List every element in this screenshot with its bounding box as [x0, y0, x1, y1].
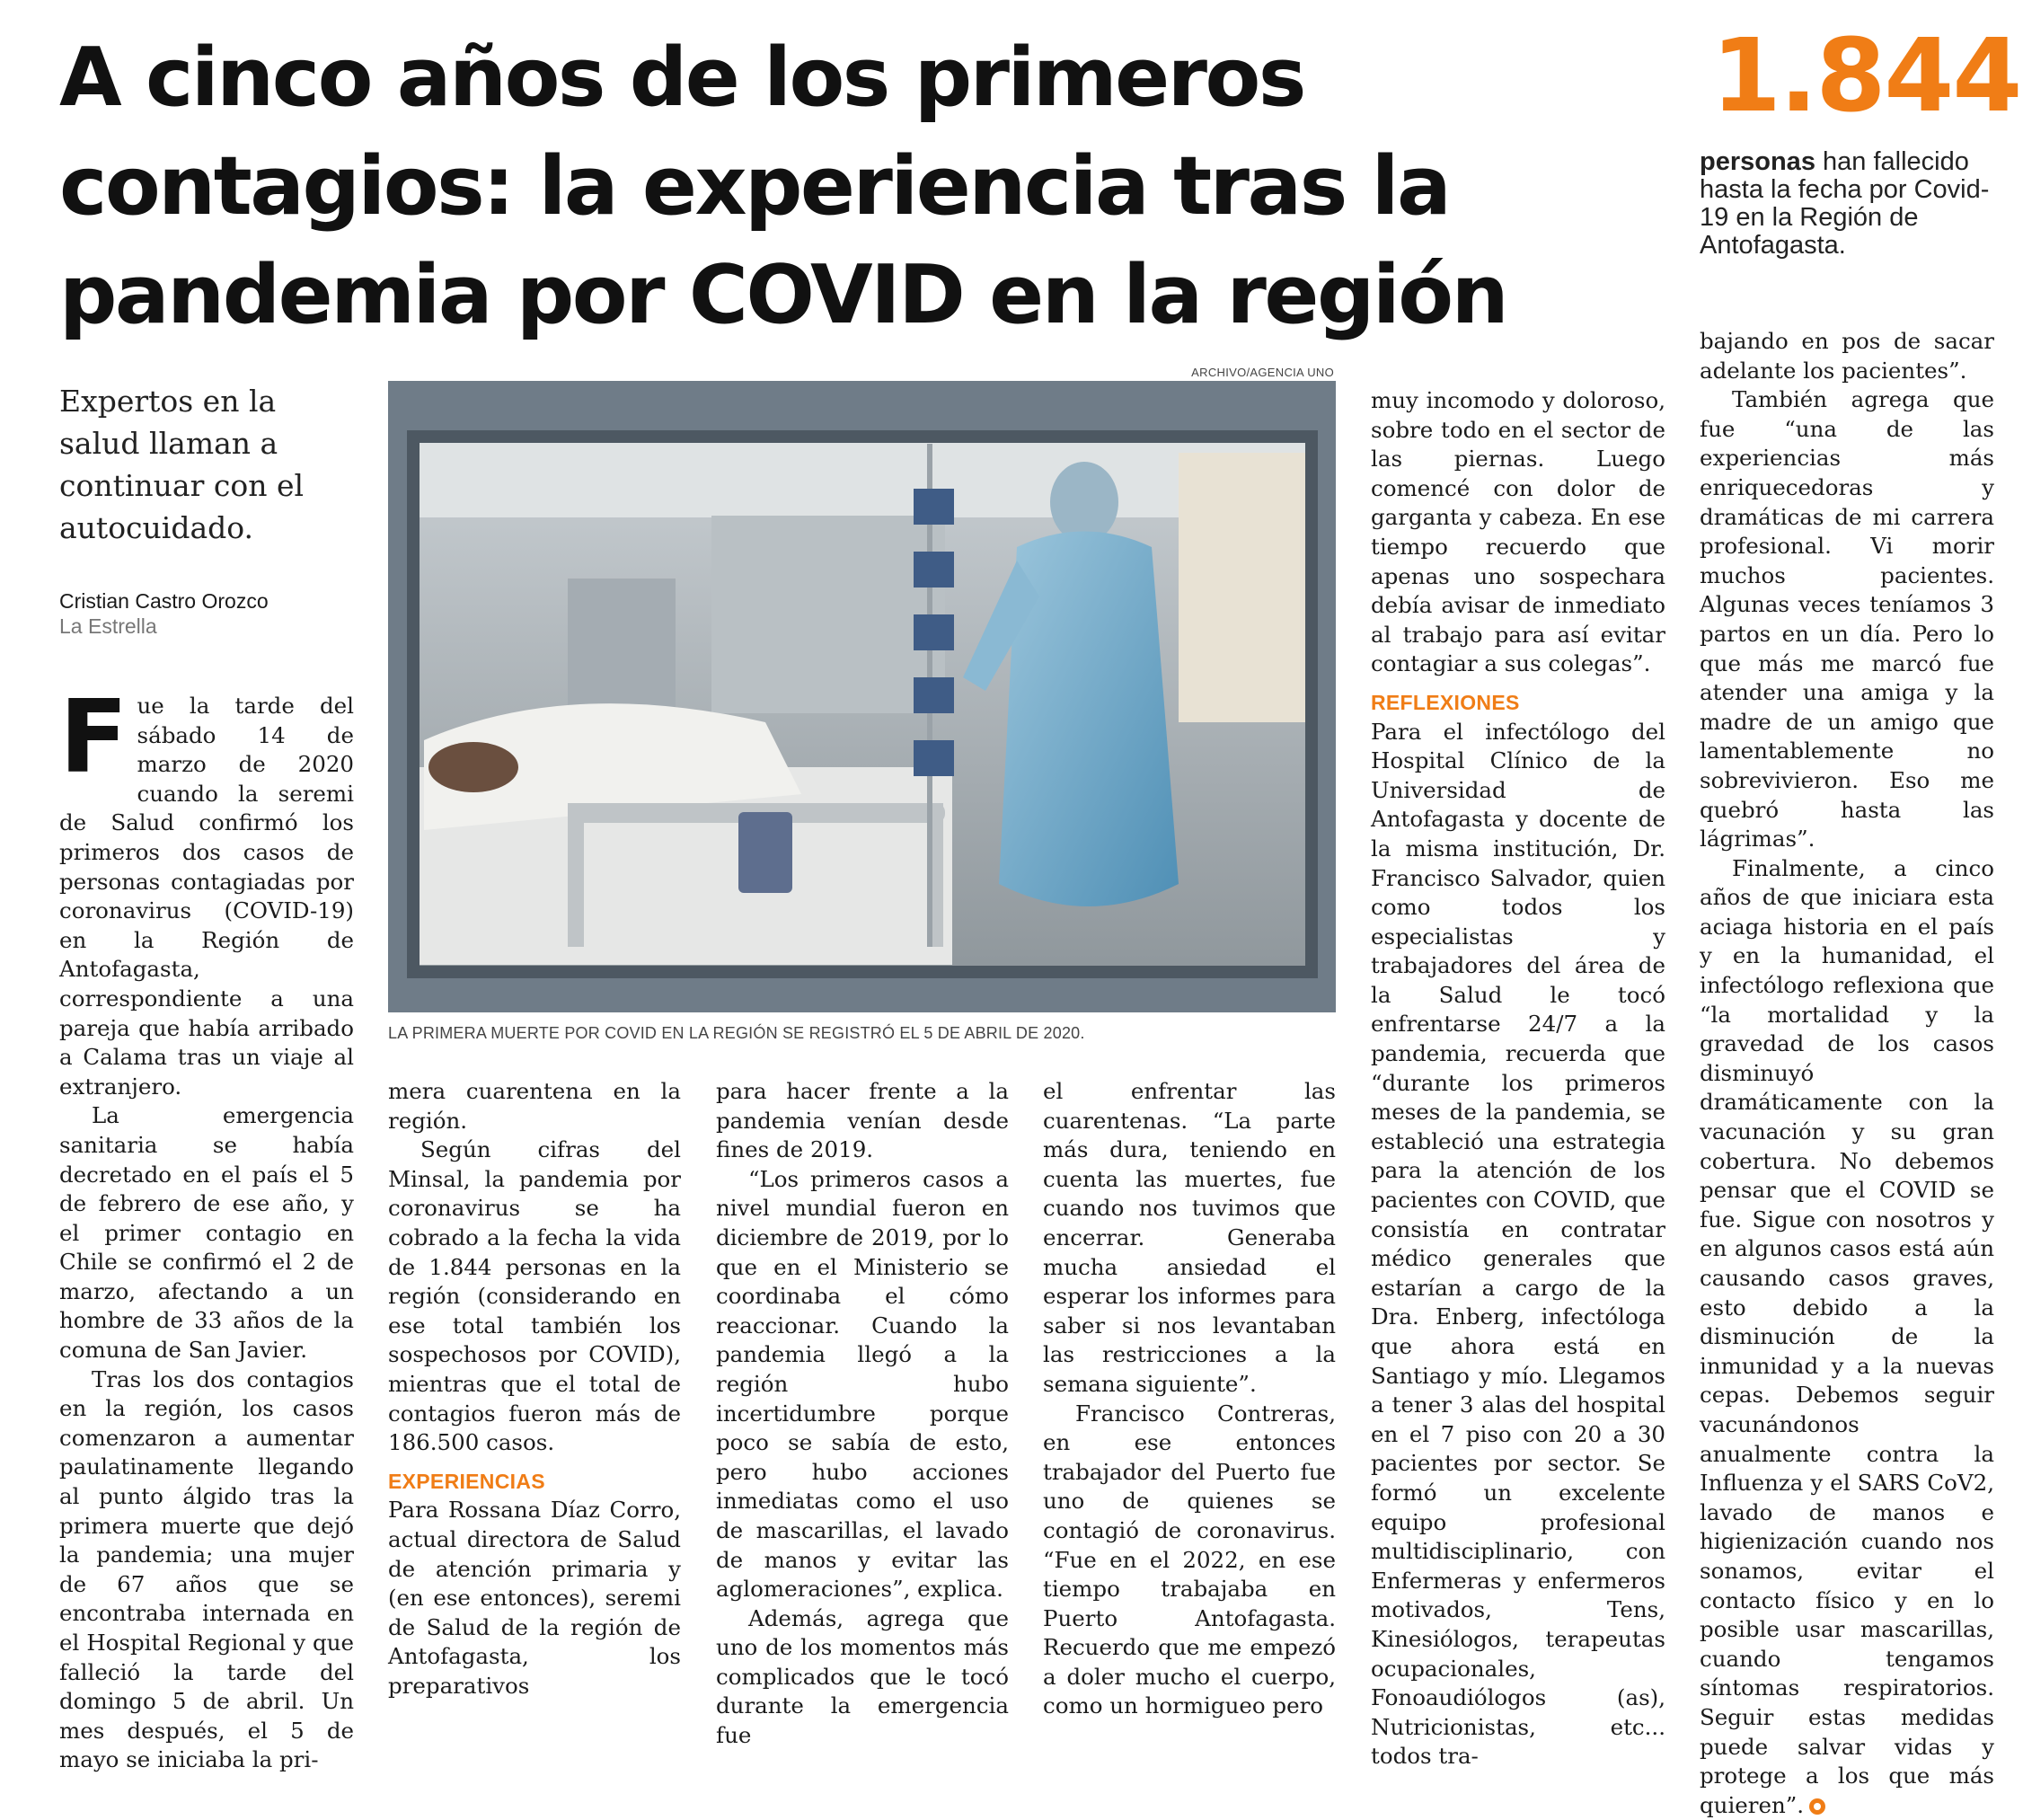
paragraph: muy incomodo y doloroso, sobre todo en el sector de las piernas. Luego comencé con dolor de garganta y cabeza. En ese tiempo recuerdo que apenas uno sospechara debía avisar de inmediato al trabajo para así evitar contagiar a sus colegas”. [1371, 387, 1665, 677]
paragraph [1700, 854, 1994, 1820]
paragraph: Según cifras del Minsal, la pandemia por coronavirus se ha cobrado a la fecha la vida de 1.844 personas en la región (considerando en ese total también los sospechosos por COVID), mientras que el total de contagios fueron más de 186.500 casos. [388, 1136, 681, 1456]
byline-outlet: La Estrella [59, 614, 157, 638]
paragraph: Francisco Contreras, en ese entonces trabajador del Puerto fue uno de quienes se contagió de coronavirus. “Fue en el 2022, en ese tiempo trabajaba en Puerto Antofagasta. Recuerdo que me empezó a doler mucho el cuerpo, como un hormigueo pero [1043, 1400, 1336, 1719]
byline [59, 588, 365, 639]
paragraph: bajando en pos de sacar adelante los pacientes”. [1700, 328, 1994, 384]
paragraph: mera cuarentena en la región. [388, 1078, 681, 1134]
paragraph: Además, agrega que uno de los momentos más complicados que le tocó durante la emergencia fue [716, 1604, 1009, 1749]
end-mark-icon [1809, 1798, 1825, 1815]
paragraph: Tras los dos contagios en la región, los casos comenzaron a aumentar paulatinamente llegando al punto álgido tras la primera muerte que dejó la pandemia; una mujer de 67 años que se encontraba internada en el Hospital Regional y que falleció la tarde del domingo 5 de abril. Un mes después, el 5 de mayo se iniciaba la pri- [59, 1365, 354, 1773]
section-heading-reflexiones: REFLEXIONES [1371, 690, 1520, 714]
drop-cap: F [59, 679, 128, 796]
article-column-4 [1043, 1077, 1336, 1719]
paragraph: ue la tarde del sábado 14 de marzo de 2020 cuando la seremi de Salud confirmó los primeros dos casos de personas contagiadas por coronavirus (COVID-19) en la Región de Antofagasta, correspondiente a una pareja que había arribado a Calama tras un viaje al extranjero. [59, 693, 354, 1100]
article-column-1 [59, 679, 354, 1773]
article-column-6 [1700, 327, 1994, 1818]
article-column-3 [716, 1077, 1009, 1749]
death-count-caption-bold: personas [1700, 147, 1815, 176]
paragraph: La emergencia sanitaria se había decretado en el país el 5 de febrero de ese año, y el primer contagio en Chile se confirmó el 2 de marzo, afectando a un hombre de 33 años de la comuna de San Javier. [59, 1102, 354, 1364]
section-heading-experiencias: EXPERIENCIAS [388, 1469, 545, 1493]
death-count-caption [1700, 148, 2005, 260]
death-count-caption-text: han fallecido hasta la fecha por Covid-19 en la Región de Antofagasta. [1700, 147, 1990, 260]
article-column-5 [1371, 386, 1665, 1770]
paragraph: También agrega que fue “una de las experiencias más enriquecedoras y dramáticas de mi carrera profesional. Vi morir muchos pacientes. Algunas veces teníamos 3 partos en un día. Pero lo que más me marcó fue atender una amiga y la madre de un amigo que lamentablemente no sobrevivieron. Eso me quebró hasta las lágrimas”. [1700, 386, 1994, 853]
closing-paragraph-text: Finalmente, a cinco años de que iniciara esta aciaga historia en el país y en la humanidad, el infectólogo reflexiona que “la mortalidad y la gravedad de los casos disminuyó dramáticamente con la vacunación y su gran cobertura. No debemos pensar que el COVID se fue. Sigue con nosotros y en algunos casos está aún causando casos graves, esto debido a la disminución de la inmunidad y a la nuevas cepas. Debemos seguir vacunándonos anualmente contra la Influenza y el SARS CoV2, lavado de manos e higienización cuando nos sonamos, evitar el contacto físico y en lo posible usar mascarillas, cuando tengamos síntomas respiratorios. Seguir estas medidas puede salvar vidas y protege a los que más quieren”. [1700, 854, 1994, 1818]
paragraph: el enfrentar las cuarentenas. “La parte más dura, teniendo en cuenta las muertes, fue cuando nos tuvimos que encerrar. Generaba mucha ansiedad el esperar los informes para saber si nos levantaban las restricciones a la semana siguiente”. [1043, 1078, 1336, 1397]
byline-author: Cristian Castro Orozco [59, 589, 269, 613]
photo-credit: ARCHIVO/AGENCIA UNO [1191, 366, 1334, 379]
headline: A cinco años de los primeros contagios: la experiencia tras la pandemia por COVID en la región [59, 31, 1507, 342]
deck-subheadline: Expertos en la salud llaman a continuar con el autocuidado. [59, 384, 305, 545]
death-count-number: 1.844 [1711, 18, 2021, 135]
paragraph: Para el infectólogo del Hospital Clínico de la Universidad de Antofagasta y docente de la misma institución, Dr. Francisco Salvador, quien como todos los especialistas y trabajadores del área de la Salud le tocó enfrentarse 24/7 a la pandemia, recuerda que “durante los primeros meses de la pandemia, se estableció una estrategia para la atención de los pacientes con COVID, que consistía en contratar médico generales que estarían a cargo de la Dra. Enberg, infectóloga que ahora está en Santiago y mío. Llegamos a tener 3 alas del hospital en el 7 piso con 20 a 30 pacientes por sector. Se formó un excelente equipo profesional multidisciplinario, con Enfermeras y enfermeros motivados, Tens, Kinesiólogos, terapeutas ocupacionales, Fonoaudiólogos (as), Nutricionistas, etc... todos tra- [1371, 718, 1665, 1770]
photo-caption: LA PRIMERA MUERTE POR COVID EN LA REGIÓN SE REGISTRÓ EL 5 DE ABRIL DE 2020. [388, 1024, 1085, 1042]
paragraph: “Los primeros casos a nivel mundial fueron en diciembre de 2019, por lo que en el Ministerio se coordinaba el cómo reaccionar. Cuando la pandemia llegó a la región hubo incertidumbre porque poco se sabía de esto, pero hubo acciones inmediatas como el uso de mascarillas, el lavado de manos y evitar las aglomeraciones”, explica. [716, 1165, 1009, 1603]
icu-photo [388, 381, 1336, 1012]
paragraph: para hacer frente a la pandemia venían desde fines de 2019. [716, 1078, 1009, 1163]
article-column-2 [388, 1077, 681, 1699]
paragraph: Para Rossana Díaz Corro, actual directora de Salud de atención primaria y (en ese entonces), seremi de Salud de la región de Antofagasta, los preparativos [388, 1497, 681, 1699]
icu-photo-illustration [388, 381, 1336, 1012]
